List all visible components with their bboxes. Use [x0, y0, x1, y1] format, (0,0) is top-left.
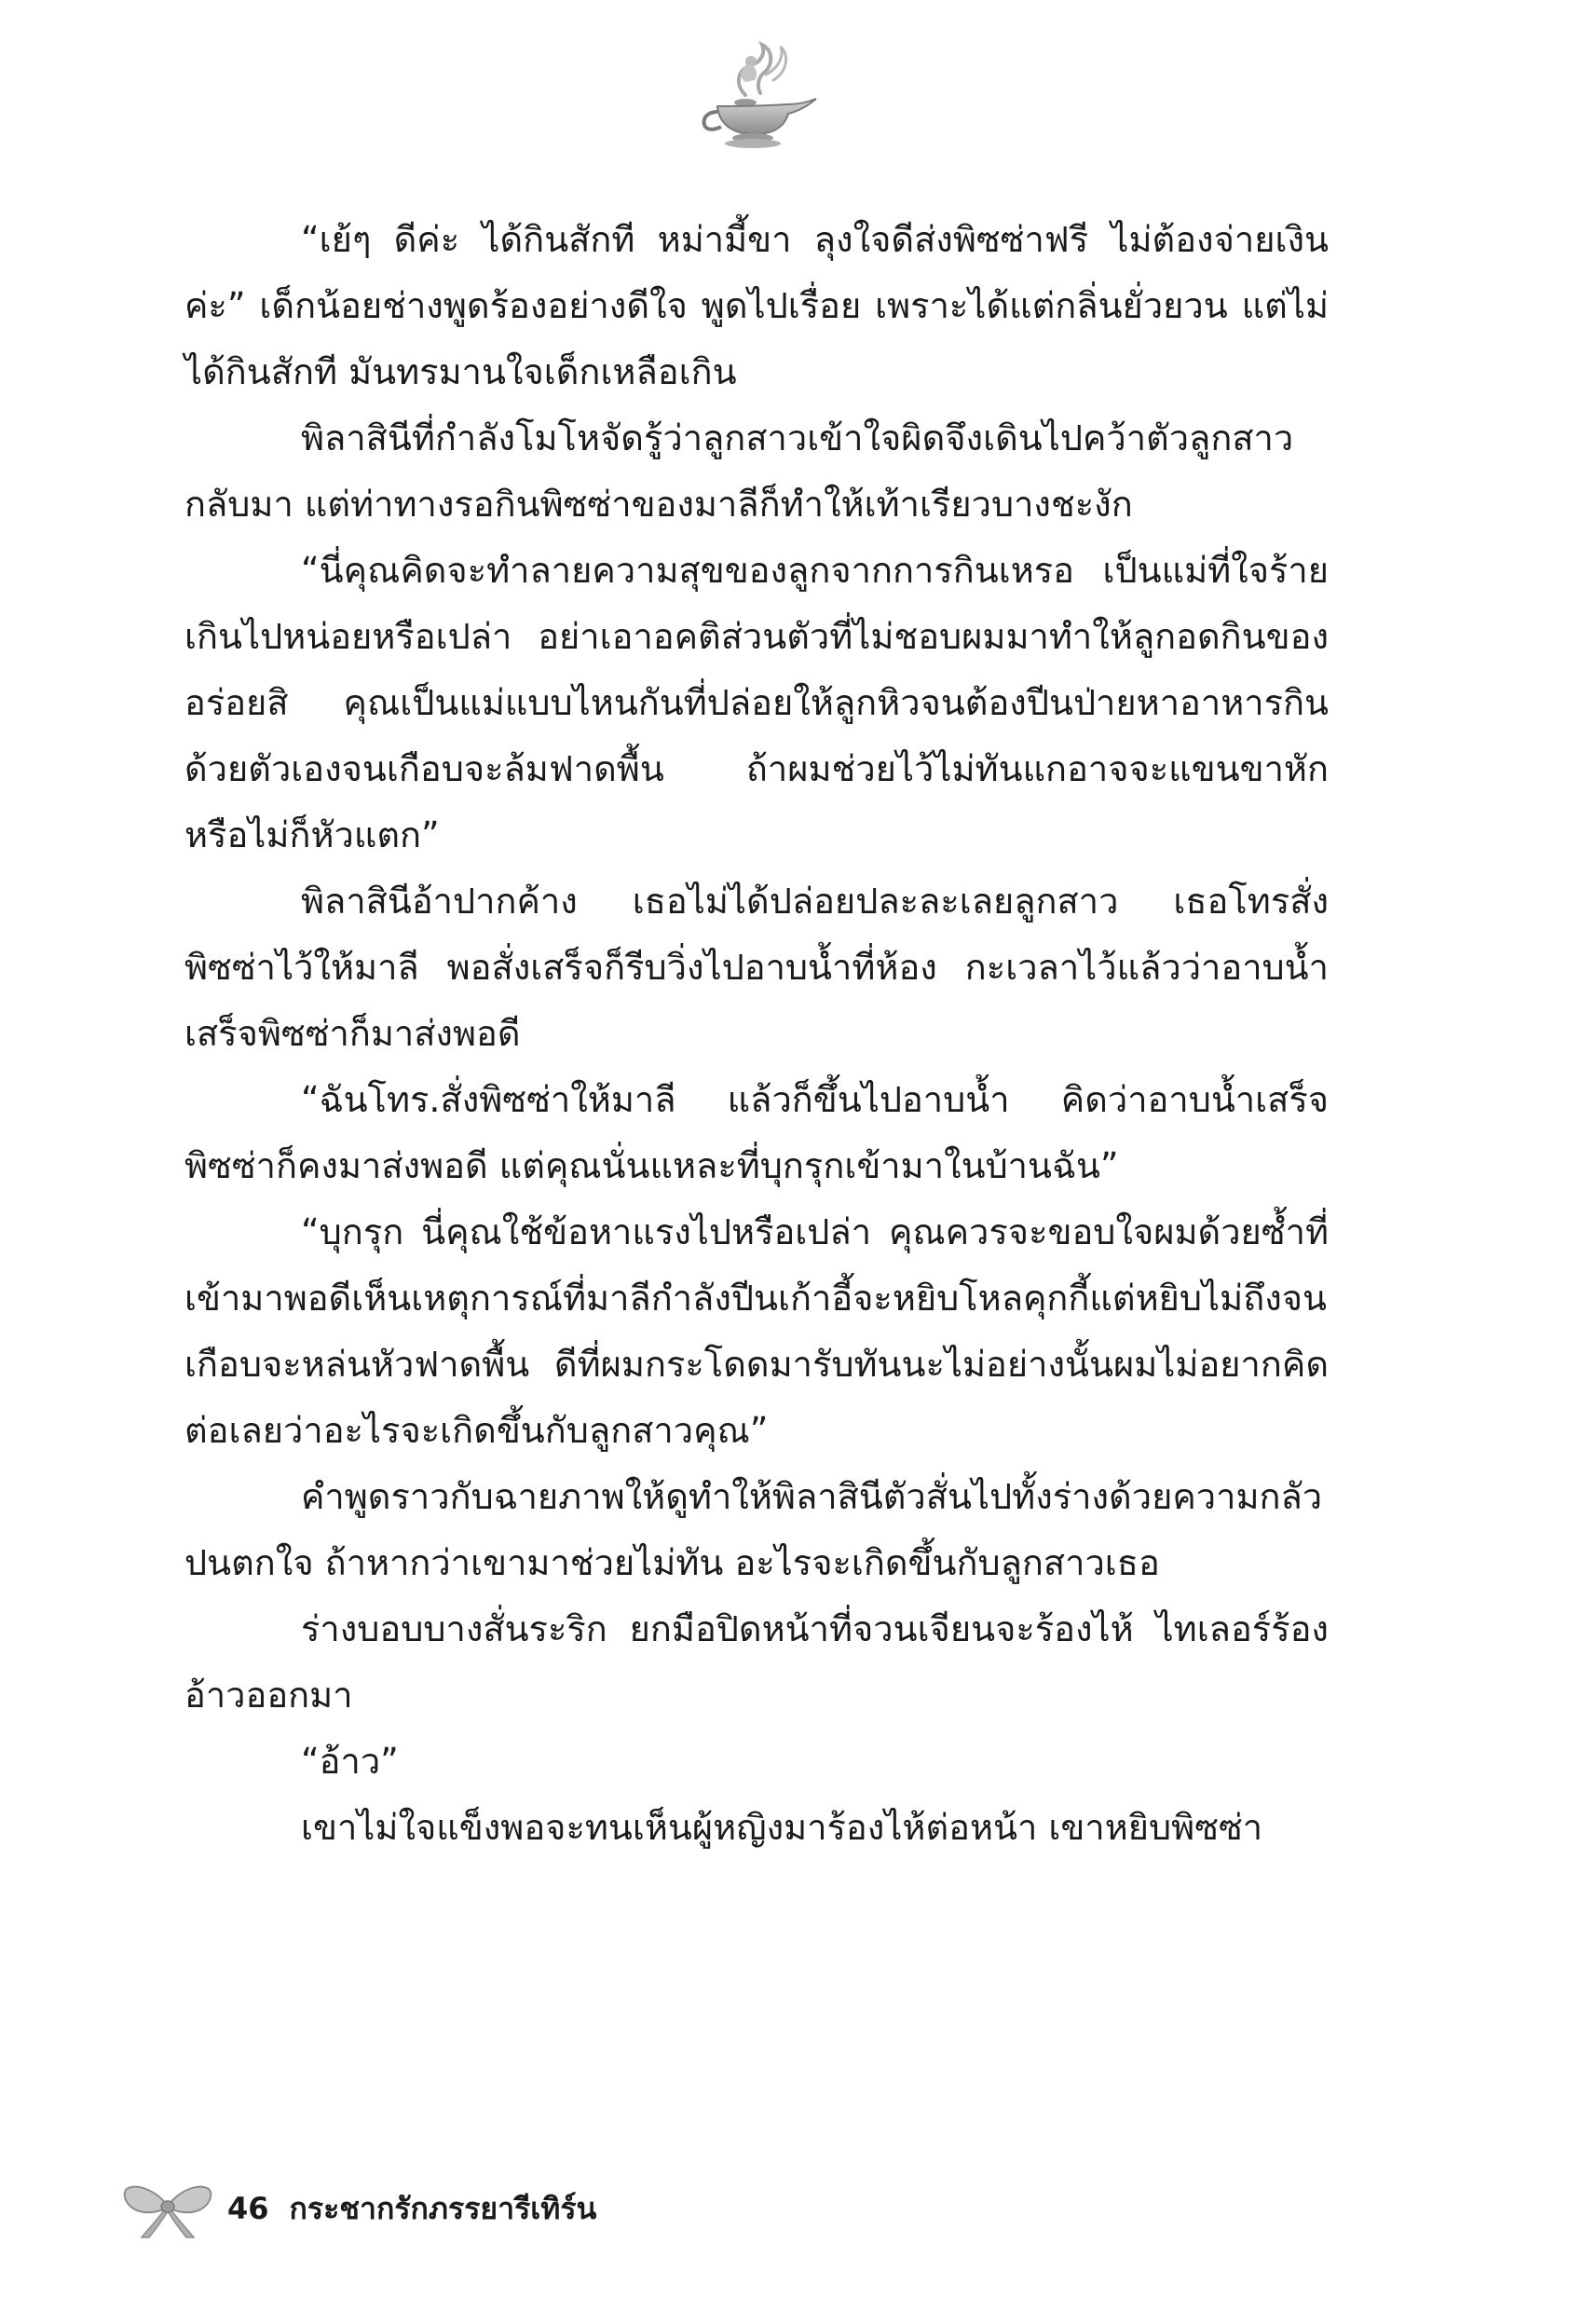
book-title: กระชากรักภรรยารีเทิร์น — [289, 2190, 597, 2226]
paragraph: “บุกรุก นี่คุณใช้ข้อหาแรงไปหรือเปล่า คุณควรจะขอบใจผมด้วยซ้ำที่เข้ามาพอดีเห็นเหตุการณ์ที่มาลีกำลังปีนเก้าอี้จะหยิบโหลคุกกี้แต่หยิบไม่ถึงจนเกือบจะหล่นหัวฟาดพื้น ดีที่ผมกระโดดมารับทันนะไม่อย่างนั้นผมไม่อยากคิดต่อเลยว่าอะไรจะเกิดขึ้นกับลูกสาวคุณ” — [184, 1211, 1329, 1451]
paragraph: “ฉันโทร.สั่งพิซซ่าให้มาลี แล้วก็ขึ้นไปอาบน้ำ คิดว่าอาบน้ำเสร็จพิซซ่าก็คงมาส่งพอดี แต่คุณนั่นแหละที่บุกรุกเข้ามาในบ้านฉัน” — [184, 1079, 1329, 1186]
paragraph: พิลาสินีที่กำลังโมโหจัดรู้ว่าลูกสาวเข้าใจผิดจึงเดินไปคว้าตัวลูกสาวกลับมา แต่ท่าทางรอกินพิซซ่าของมาลีก็ทำให้เท้าเรียวบางชะงัก — [184, 417, 1294, 525]
paragraph: คำพูดราวกับฉายภาพให้ดูทำให้พิลาสินีตัวสั่นไปทั้งร่างด้วยความกลัวปนตกใจ ถ้าหากว่าเขามาช่วยไม่ทัน อะไรจะเกิดขึ้นกับลูกสาวเธอ — [184, 1476, 1323, 1583]
paragraph: “เย้ๆ ดีค่ะ ได้กินสักที หม่ามี้ขา ลุงใจดีส่งพิซซ่าฟรี ไม่ต้องจ่ายเงินค่ะ” เด็กน้อยช่างพูดร้องอย่างดีใจ พูดไปเรื่อย เพราะได้แต่กลิ่นยั่วยวน แต่ไม่ได้กินสักที มันทรมานใจเด็กเหลือเกิน — [184, 219, 1329, 392]
paragraph: ร่างบอบบางสั่นระริก ยกมือปิดหน้าที่จวนเจียนจะร้องไห้ ไทเลอร์ร้องอ้าวออกมา — [184, 1608, 1329, 1716]
page-number: 46 — [227, 2191, 269, 2226]
ribbon-bow-icon — [121, 2176, 214, 2241]
paragraph: “อ้าว” — [301, 1741, 399, 1782]
page-footer — [121, 2176, 596, 2241]
genie-lamp-icon — [680, 37, 829, 149]
body-text — [184, 207, 1329, 1861]
paragraph: พิลาสินีอ้าปากค้าง เธอไม่ได้ปล่อยปละละเลยลูกสาว เธอโทรสั่งพิซซ่าไว้ให้มาลี พอสั่งเสร็จก็รีบวิ่งไปอาบน้ำที่ห้อง กะเวลาไว้แล้วว่าอาบน้ำเสร็จพิซซ่าก็มาส่งพอดี — [184, 881, 1329, 1054]
paragraph: “นี่คุณคิดจะทำลายความสุขของลูกจากการกินเหรอ เป็นแม่ที่ใจร้ายเกินไปหน่อยหรือเปล่า อย่าเอาอคติส่วนตัวที่ไม่ชอบผมมาทำให้ลูกอดกินของอร่อยสิ คุณเป็นแม่แบบไหนกันที่ปล่อยให้ลูกหิวจนต้องปีนป่ายหาอาหารกินด้วยตัวเองจนเกือบจะล้มฟาดพื้น ถ้าผมช่วยไว้ไม่ทันแกอาจจะแขนขาหัก หรือไม่ก็หัวแตก” — [184, 550, 1329, 855]
paragraph: เขาไม่ใจแข็งพอจะทนเห็นผู้หญิงมาร้องไห้ต่อหน้า เขาหยิบพิซซ่า — [301, 1807, 1263, 1848]
